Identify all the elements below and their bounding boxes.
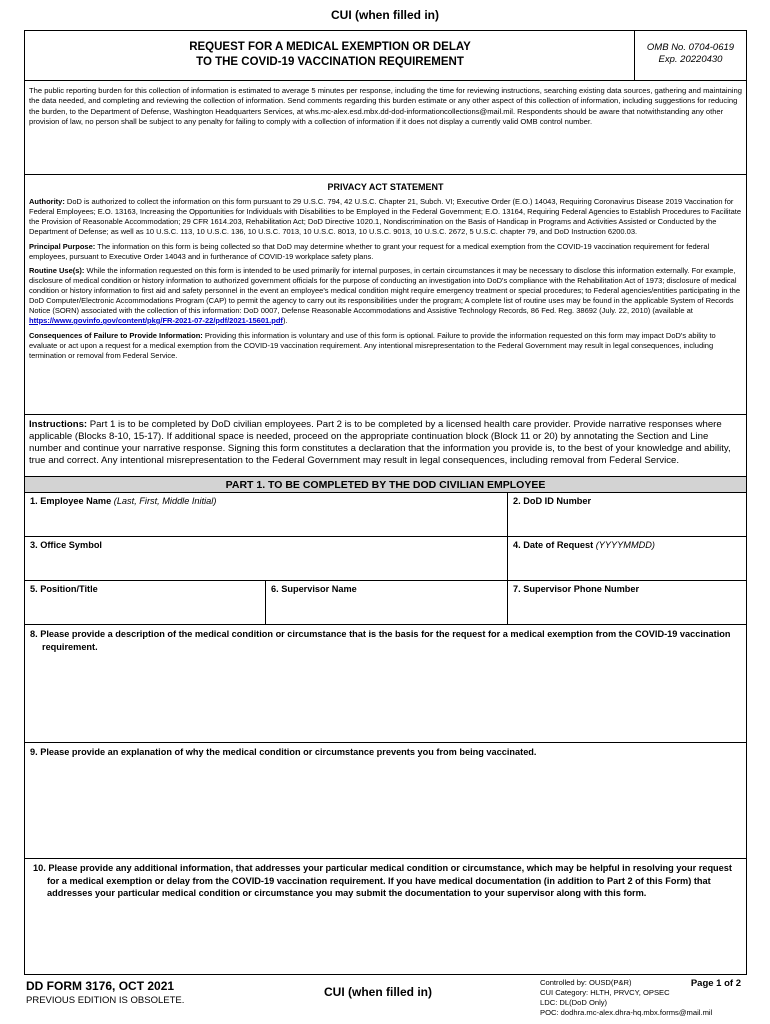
instructions-text: Part 1 is to be completed by DoD civilian employees. Part 2 is to be completed by a licensed health care provider. Provide narrative responses where applicable (Blocks 8-10, 15-17). If additional space is needed, proceed on the appropriate continuation block (Block 11 or 20) by annotating the Section and Line number and continue your narrative response. Signing this form constitutes a declaration that the information you provide is, to the best of your knowledge and ability, true and correct. Any intentional misrepresentation to the Federal Government may result in legal consequences, including removal from Federal Service. — [29, 419, 731, 467]
supervisor-phone-label: 7. Supervisor Phone Number — [513, 584, 640, 594]
purpose-text: The information on this form is being collected so that DoD may determine whether to grant your request for a medical exemption from the COVID-19 vaccination requirement for federal employees, pursuant to Executive Order 14043 and in furtherance of COVID-19 workplace safety plans. — [29, 241, 710, 261]
block8-label: 8. Please provide a description of the medical condition or circumstance that is the basis for the request for a medical exemption from the COVID-19 vaccination requirement. — [30, 629, 731, 652]
instructions — [25, 415, 746, 477]
purpose-label: Principal Purpose: — [29, 241, 96, 251]
employee-name-label: 1. Employee Name — [30, 496, 112, 506]
date-of-request-hint: (YYYYMMDD) — [595, 540, 655, 550]
privacy-authority — [29, 197, 742, 237]
title-row — [25, 31, 746, 81]
consequences-label: Consequences of Failure to Provide Information: — [29, 330, 203, 340]
employee-name-hint: (Last, First, Middle Initial) — [113, 496, 217, 506]
omb-expiration: Exp. 20220430 — [658, 54, 723, 65]
form-number: DD FORM 3176, OCT 2021 — [26, 979, 175, 993]
row-employee — [25, 493, 746, 537]
form-title-line2: TO THE COVID-19 VACCINATION REQUIREMENT — [196, 56, 464, 68]
routine-text: While the information requested on this form is intended to be used primarily for internal purposes, in certain circumstances it may be necessary to disclose this information externally. For example, disclosure of medical condition or history information to authorized government officials for the purpose of conducting an investigation into DoD's compliance with the Rehabilitation Act of 1973; disclosure of medical condition or history information to first aid and safety personnel in the event an employee's medical condition might require emergency treatment or special procedures; to Federal agencies/entities participating in the DoD Computer/Electronic Accommodations Program (CAP) to permit the agency to carry out its responsibilities under the program; A complete list of routine uses may be found in the applicable System of Records Notice (SORN) associated with the collection of this information: DoD 0007, Defense Reasonable Accommodations and Assistive Technology Records, 86 Fed. Reg. 38692 (July. 22, 2010) (available at — [29, 266, 740, 316]
controlled-by: Controlled by: OUSD(P&R) — [540, 978, 632, 987]
instructions-label: Instructions: — [29, 419, 88, 430]
cui-control-block — [540, 978, 712, 1018]
privacy-heading: PRIVACY ACT STATEMENT — [327, 182, 444, 192]
supervisor-phone-field[interactable] — [507, 581, 746, 624]
position-title-label: 5. Position/Title — [30, 584, 98, 594]
part1-heading: PART 1. TO BE COMPLETED BY THE DOD CIVILIAN EMPLOYEE — [25, 477, 746, 493]
routine-label: Routine Use(s): — [29, 266, 85, 276]
form-container — [24, 30, 747, 975]
ldc: LDC: DL(DoD Only) — [540, 998, 608, 1007]
routine-end: ). — [282, 315, 288, 325]
page-number: Page 1 of 2 — [690, 978, 741, 989]
authority-text: DoD is authorized to collect the information on this form pursuant to 29 U.S.C. 794, 42 U.S.C. Chapter 21, Subch. VI; Executive Order (E.O.) 14043, Requiring Coronavirus Disease 2019 Vaccination for Federal Employees; E.O. 13163, Increasing the Opportunities for Individuals with Disabilities to be Employed in the Federal Government; E.O. 13164, Requiring Federal Agencies to Establish Procedures to Facilitate the Provision of Reasonable Accommodation; 29 CFR 1614.203, Rehabilitation Act; DoD Directive 1020.1, Nondiscrimination on the Basis of Handicap in Programs and Activities Assisted or Conducted by the Department of Defense; as well as 10 U.S.C. 113, 10 U.S.C. 136, 10 U.S.C. 7013, 10 U.S.C. 8013, 10 U.S.C. 9013, 10 U.S.C. 2672, 5 U.S.C. chapter 79, and DoD Instruction 6200.03. — [29, 197, 742, 236]
dod-id-label: 2. DoD ID Number — [513, 496, 592, 506]
prevention-explanation-field[interactable] — [25, 743, 746, 859]
poc: POC: dodhra.mc-alex.dhra-hq.mbx.forms@mail.mil — [540, 1008, 713, 1017]
cui-category: CUI Category: HLTH, PRVCY, OPSEC — [540, 988, 670, 997]
row-office — [25, 537, 746, 581]
authority-label: Authority: — [29, 197, 65, 206]
consequences-text: Providing this information is voluntary and use of this form is optional. Failure to provide the information requested on this form may impact DoD's ability to evaluate or act upon a request for a medical exemption from the COVID-19 vaccination requirement. Any intentional misrepresentation to the Federal Government may result in legal consequences, including termination or removal from Federal Service. — [29, 330, 716, 360]
date-of-request-label: 4. Date of Request — [513, 540, 594, 550]
medical-condition-description-field[interactable] — [25, 625, 746, 743]
block10-label: 10. Please provide any additional information, that addresses your particular medical condition or circumstance, which may be helpful in resolving your request for a medical exemption or delay from the COVID-19 vaccination requirement. If you have medical documentation (in addition to Part 2 of this Form) that addresses your particular medical condition or circumstance you may submit the documentation to your supervisor along with this form. — [33, 863, 732, 898]
block9-label: 9. Please provide an explanation of why the medical condition or circumstance prevents you from being vaccinated. — [30, 747, 537, 757]
employee-name-field[interactable] — [25, 493, 507, 536]
previous-edition-note: PREVIOUS EDITION IS OBSOLETE. — [26, 995, 185, 1006]
burden-statement: The public reporting burden for this collection of information is estimated to average 5 minutes per response, including the time for reviewing instructions, searching existing data sources, gathering and maintaining the data needed, and completing and reviewing the collection of information. Send comments regarding this burden estimate or any other aspect of this collection of information, including suggestions for reducing the burden, to the Department of Defense, Washington Headquarters Services, at whs.mc-alex.esd.mbx.dd-dod-informationcollections@mail.mil. Respondents should be aware that notwithstanding any other provision of law, no person shall be subject to any penalty for failing to comply with a collection of information if it does not display a currently valid OMB control number. — [25, 81, 746, 175]
office-symbol-field[interactable] — [25, 537, 507, 580]
omb-number: OMB No. 0704-0619 — [646, 42, 735, 53]
supervisor-name-field[interactable] — [265, 581, 507, 624]
omb-box — [634, 31, 746, 80]
privacy-consequences — [29, 331, 742, 361]
privacy-routine-uses — [29, 266, 742, 325]
privacy-purpose — [29, 242, 742, 262]
dod-id-field[interactable] — [507, 493, 746, 536]
form-footer — [24, 975, 747, 1024]
cui-header: CUI (when filled in) — [331, 8, 439, 22]
form-title-line1: REQUEST FOR A MEDICAL EXEMPTION OR DELAY — [189, 41, 471, 53]
office-symbol-label: 3. Office Symbol — [30, 540, 102, 550]
cui-footer: CUI (when filled in) — [324, 985, 432, 999]
supervisor-name-label: 6. Supervisor Name — [271, 584, 357, 594]
privacy-act-statement — [25, 182, 746, 415]
sorn-link[interactable]: https://www.govinfo.gov/content/pkg/FR-2021-07-22/pdf/2021-15601.pdf — [29, 315, 283, 325]
form-title — [25, 40, 635, 70]
row-position — [25, 581, 746, 625]
position-title-field[interactable] — [25, 581, 265, 624]
date-of-request-field[interactable] — [507, 537, 746, 580]
